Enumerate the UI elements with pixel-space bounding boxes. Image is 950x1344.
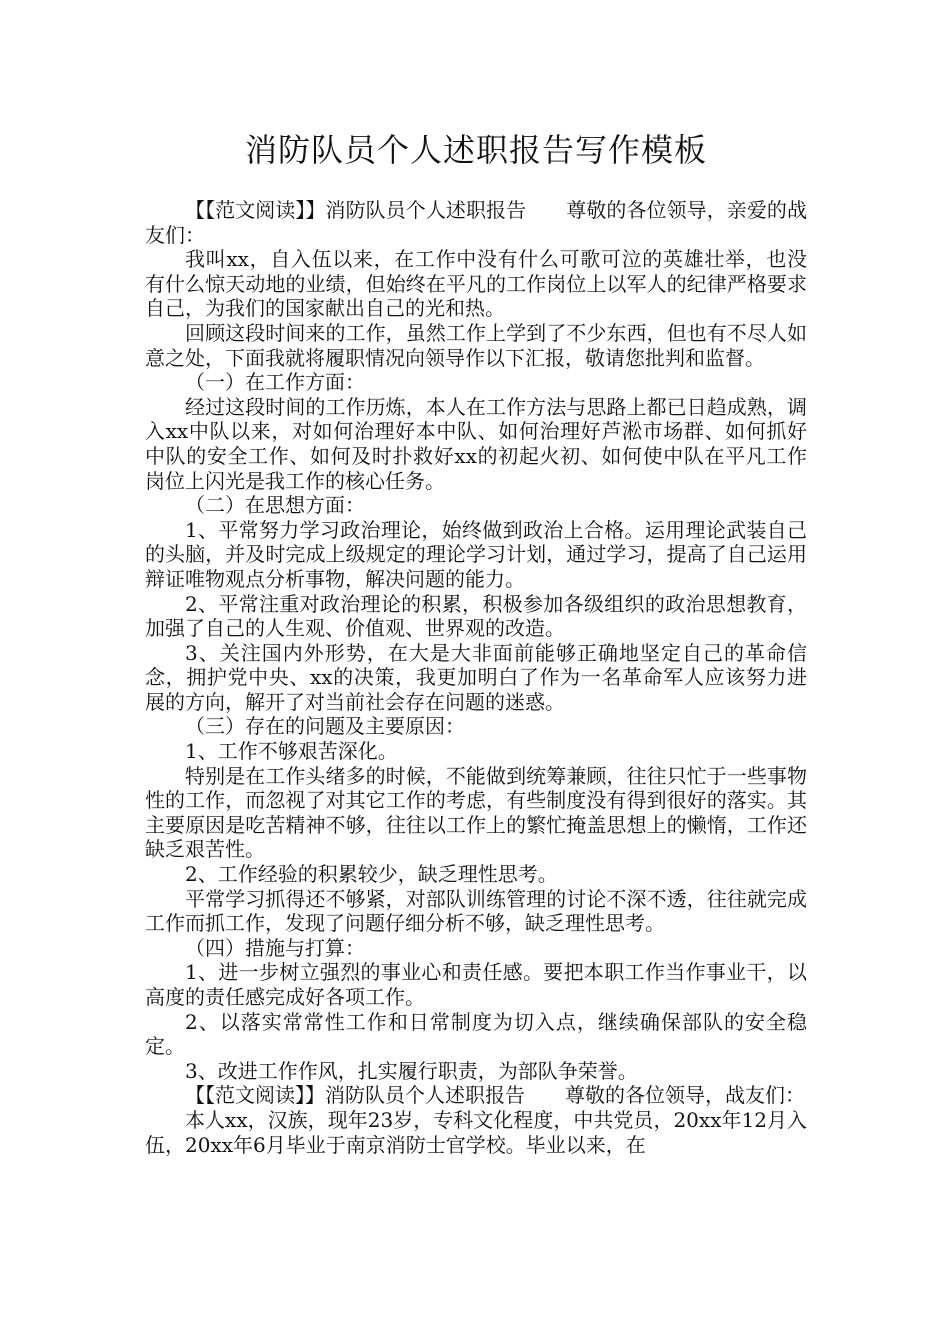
paragraph: 2、平常注重对政治理论的积累，积极参加各级组织的政治思想教育，加强了自己的人生观、价值观、世界观的改造。 [145, 591, 807, 641]
paragraph: 1、平常努力学习政治理论，始终做到政治上合格。运用理论武装自己的头脑，并及时完成上级规定的理论学习计划，通过学习，提高了自己运用辩证唯物观点分析事物，解决问题的能力。 [145, 517, 807, 591]
paragraph: 回顾这段时间来的工作，虽然工作上学到了不少东西，但也有不尽人如意之处，下面我就将履职情况向领导作以下汇报，敬请您批判和监督。 [145, 320, 807, 370]
paragraph: 我叫xx，自入伍以来，在工作中没有什么可歌可泣的英雄壮举，也没有什么惊天动地的业绩，但始终在平凡的工作岗位上以军人的纪律严格要求自己，为我们的国家献出自己的光和热。 [145, 247, 807, 321]
section-heading: （三）存在的问题及主要原因： [185, 714, 465, 739]
section-heading: （四）措施与打算： [185, 935, 365, 960]
paragraph: 1、进一步树立强烈的事业心和责任感。要把本职工作当作事业干，以高度的责任感完成好各项工作。 [145, 960, 807, 1009]
document-body [145, 198, 807, 1157]
paragraph: 3、改进工作作风，扎实履行职责，为部队争荣誉。 [185, 1058, 638, 1083]
paragraph: 1、工作不够艰苦深化。 [185, 739, 398, 764]
paragraph: 2、工作经验的积累较少，缺乏理性思考。 [185, 862, 558, 887]
paragraph: 3、关注国内外形势，在大是大非面前能够正确地坚定自己的革命信念，拥护党中央、xx的决策，我更加明白了作为一名革命军人应该努力进展的方向，解开了对当前社会存在问题的迷惑。 [145, 640, 807, 714]
paragraph: 特别是在工作头绪多的时候，不能做到统筹兼顾，往往只忙于一些事物性的工作，而忽视了对其它工作的考虑，有些制度没有得到很好的落实。其主要原因是吃苦精神不够，往往以工作上的繁忙掩盖思想上的懒惰，工作还缺乏艰苦性。 [145, 763, 807, 862]
document-title: 消防队员个人述职报告写作模板 [244, 131, 707, 169]
document-page [145, 128, 807, 1157]
paragraph: 2、以落实常常性工作和日常制度为切入点，继续确保部队的安全稳定。 [145, 1009, 807, 1059]
section-heading: （一）在工作方面： [185, 370, 365, 395]
paragraph: 【【范文阅读】】消防队员个人述职报告 尊敬的各位领导，战友们： [185, 1083, 805, 1108]
paragraph: 经过这段时间的工作历炼，本人在工作方法与思路上都已日趋成熟，调入xx中队以来，对如何治理好本中队、如何治理好芦淞市场群、如何抓好中队的安全工作、如何及时扑救好xx的初起火初、如何使中队在平凡工作岗位上闪光是我工作的核心任务。 [145, 394, 807, 493]
paragraph: 【【范文阅读】】消防队员个人述职报告 尊敬的各位领导，亲爱的战友们： [145, 198, 807, 247]
paragraph: 本人xx，汉族，现年23岁，专科文化程度，中共党员，20xx年12月入伍，20xx年6月毕业于南京消防士官学校。毕业以来，在 [145, 1107, 807, 1157]
paragraph: 平常学习抓得还不够紧，对部队训练管理的讨论不深不透，往往就完成工作而抓工作，发现了问题仔细分析不够，缺乏理性思考。 [145, 886, 807, 936]
section-heading: （二）在思想方面： [185, 493, 365, 518]
